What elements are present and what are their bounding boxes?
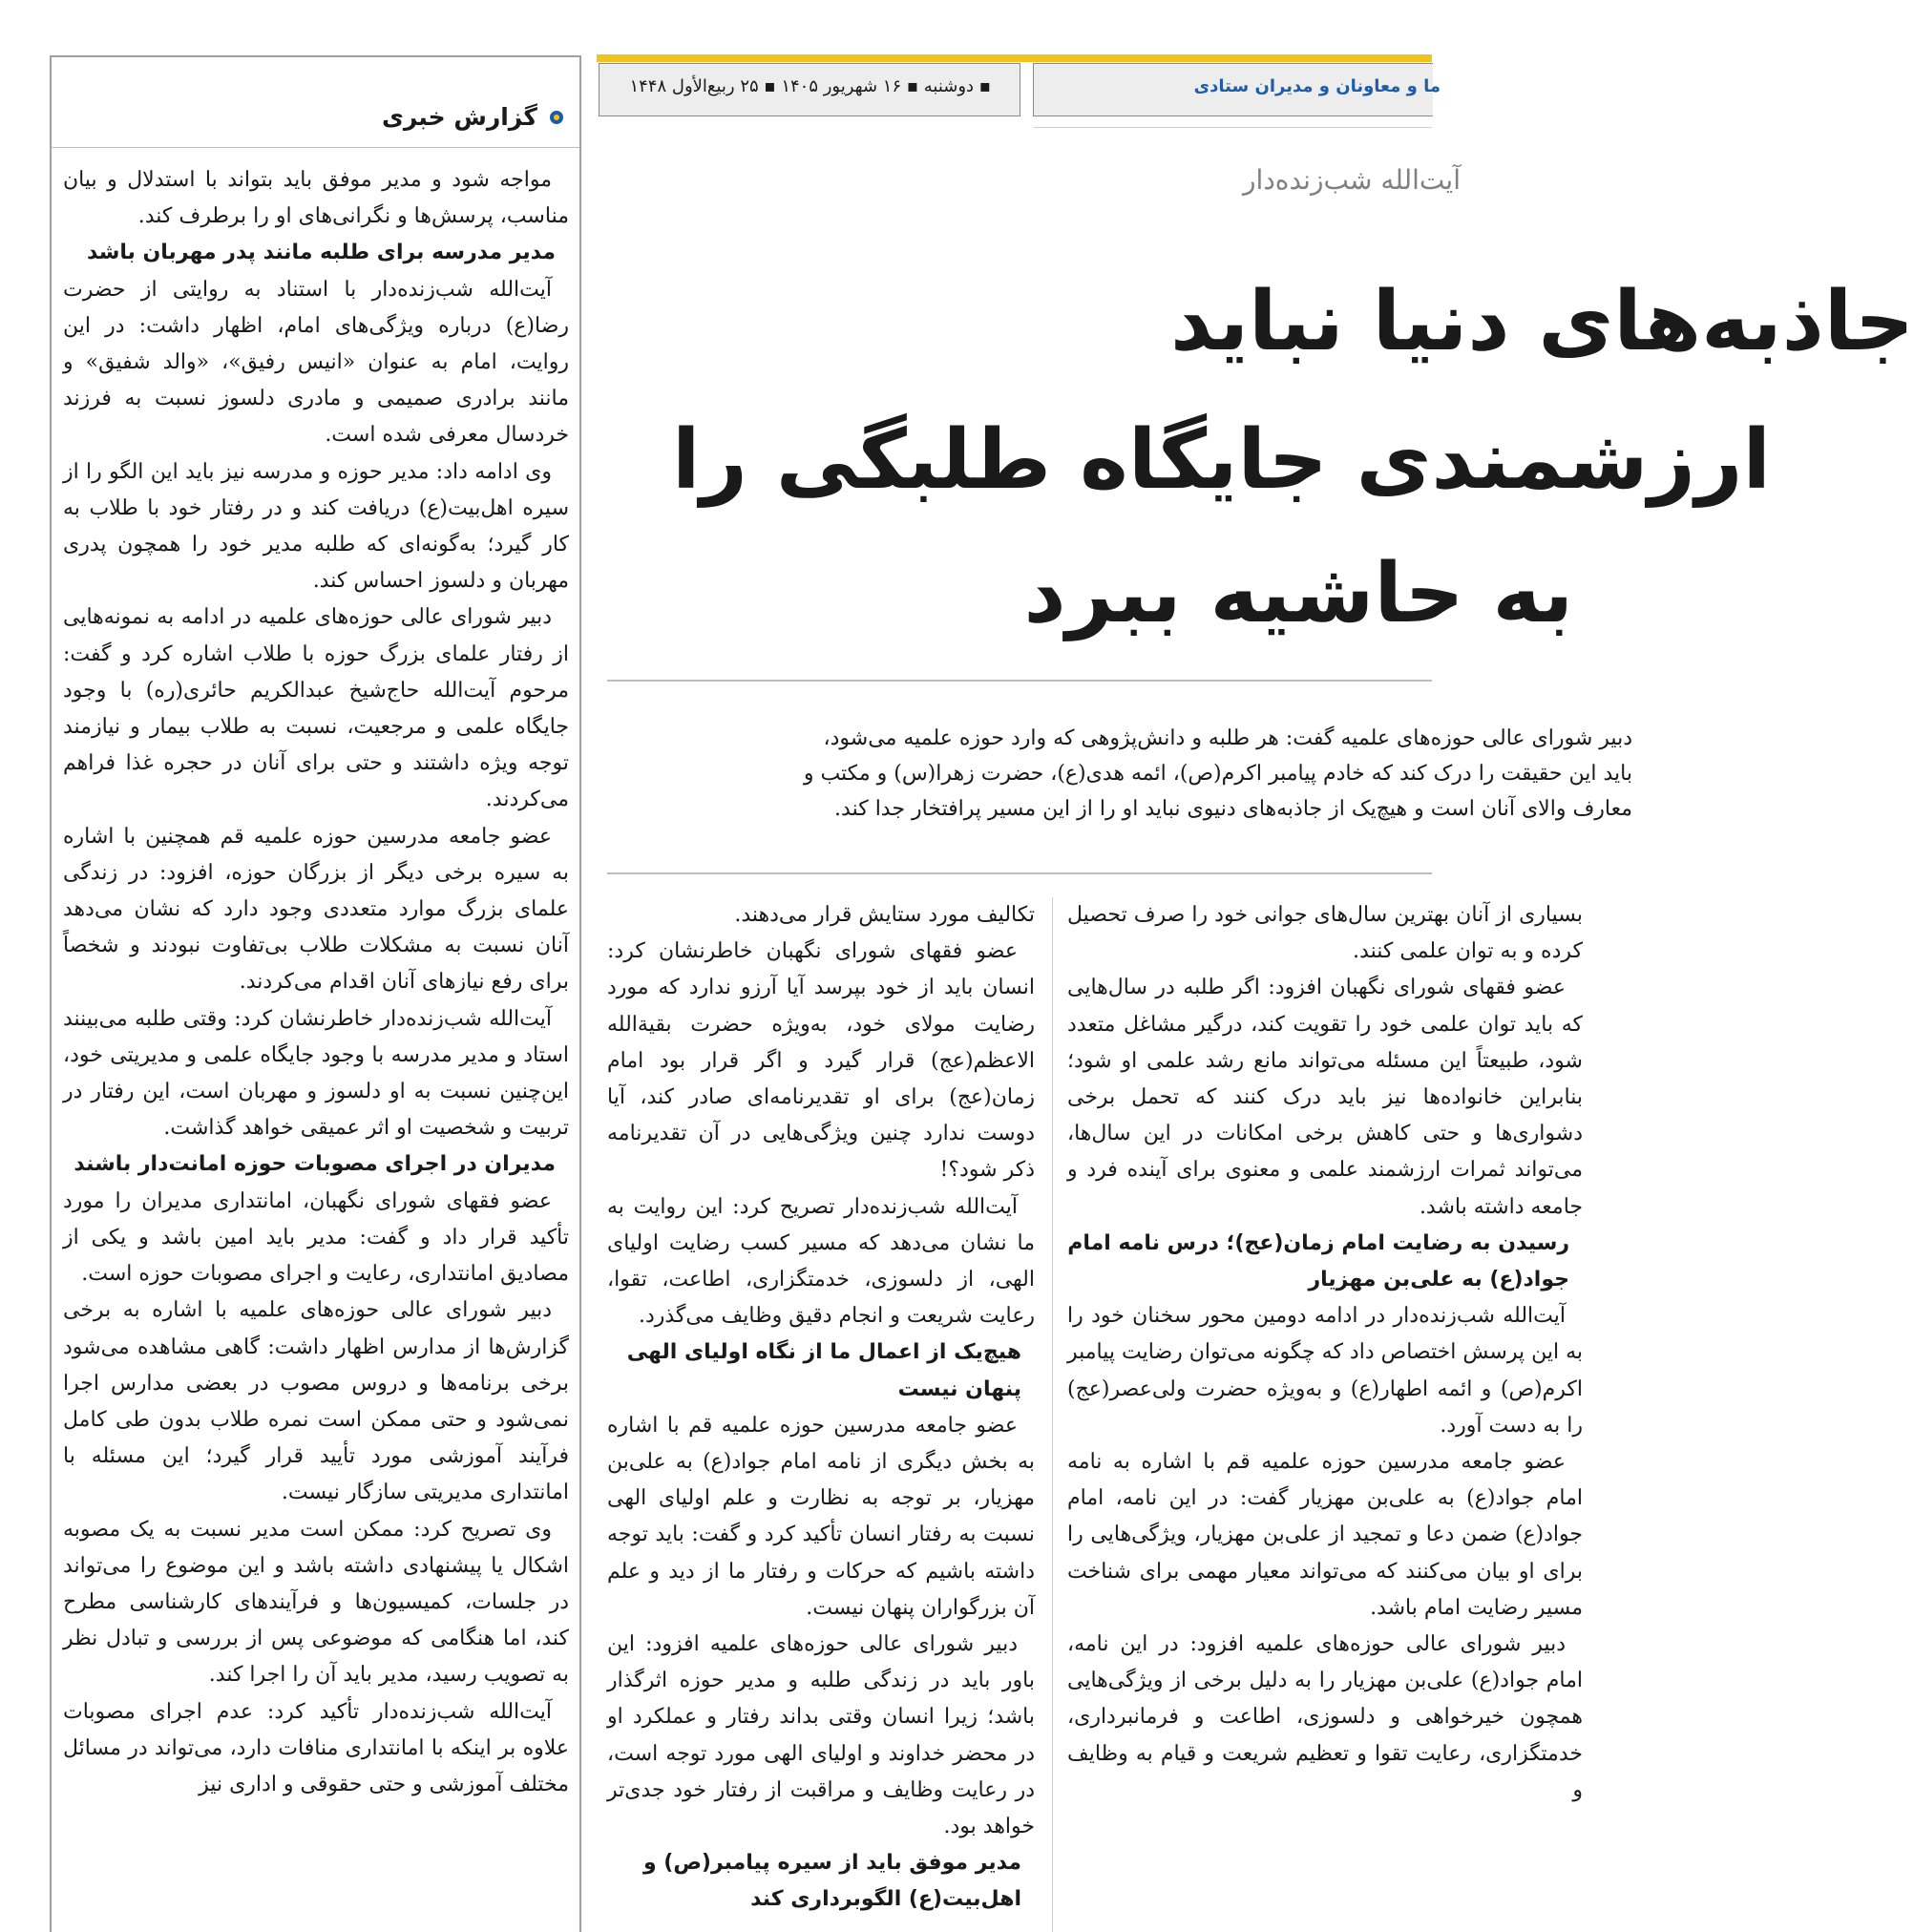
right-article-column (1067, 897, 1583, 1932)
left-box-left-border (50, 55, 52, 1932)
paragraph: مواجه شود و مدیر موفق باید بتواند با استدلال و بیان مناسب، پرسش‌ها و نگرانی‌های او را برطرف کند. (63, 168, 569, 229)
subheading: مدیران در اجرای مصوبات حوزه امانت‌دار باشند (74, 1152, 556, 1177)
lead-line-2: باید این حقیقت را درک کند که خادم پیامبر اکرم(ص)، ائمه هدی(ع)، حضرت زهرا(س) و مکتب و (803, 762, 1632, 786)
section-tab-box (1033, 63, 1441, 116)
paragraph: تکالیف مورد ستایش قرار می‌دهند. (734, 903, 1035, 927)
news-report-title-text: گزارش خبری (381, 103, 537, 131)
bullet-icon (550, 111, 563, 124)
paragraph: وی تصریح کرد: ممکن است مدیر نسبت به یک مصوبه اشکال یا پیشنهادی داشته باشد و این موضوع را می‌تواند در جلسات، کمیسیون‌ها و فرآیندهای کارشناسی مطرح کند، اما هنگامی که موضوعی پس از بررسی و تبادل نظر به تصویب رسید، مدیر باید آن را اجرا کند. (63, 1517, 569, 1688)
paragraph: آیت‌الله شب‌زنده‌دار تأکید کرد: عدم اجرای مصوبات علاوه بر اینکه با امانتداری منافات دارد، می‌تواند در مسائل مختلف آموزشی و حتی حقوقی و اداری نیز (63, 1699, 569, 1796)
paragraph: دبیر شورای عالی حوزه‌های علمیه در ادامه به نمونه‌هایی از رفتار علمای بزرگ حوزه با طلاب اشاره کرد و گفت: مرحوم آیت‌الله حاج‌شیخ عبدالکریم حائری(ره) با وجود جایگاه علمی و مرجعیت، نسبت به طلاب بیمار و نیازمند توجه ویژه داشتند و حتی برای آنان در حجره غذا فراهم می‌کردند. (63, 605, 569, 812)
paragraph: عضو جامعه مدرسین حوزه علمیه قم با اشاره به نامه امام جواد(ع) به علی‌بن مهزیار گفت: در این نامه، امام جواد(ع) ضمن دعا و تمجید از علی‌بن مهزیار، ویژگی‌هایی را برای او بیان می‌کنند که می‌تواند معیار مهمی برای شناخت مسیر رضایت امام باشد. (1067, 1450, 1583, 1620)
paragraph: آیت‌الله شب‌زنده‌دار تصریح کرد: این روایت به ما نشان می‌دهد که مسیر کسب رضایت اولیای الهی، از دلسوزی، خدمتگزاری، اطاعت، تقوا، رعایت شریعت و انجام دقیق وظایف می‌گذرد. (607, 1194, 1035, 1329)
left-article-column (63, 162, 569, 1932)
subheading: هیچ‌یک از اعمال ما از نگاه اولیای الهی پنهان نیست (626, 1340, 1021, 1401)
paragraph: عضو جامعه مدرسین حوزه علمیه قم با اشاره به بخش دیگری از نامه امام جواد(ع) به علی‌بن مهزیار، بر توجه به نظارت و علم اولیای الهی نسبت به رفتار انسان تأکید کرد و گفت: باید توجه داشته باشیم که حرکات و رفتار ما از دید و علم آن بزرگواران پنهان نیست. (607, 1413, 1035, 1620)
headline-divider (607, 680, 1432, 682)
paragraph: عضو فقهای شورای نگهبان افزود: اگر طلبه در سال‌هایی که باید توان علمی خود را تقویت کند، درگیر مشاغل متعدد شود، طبیعتاً این مسئله می‌تواند مانع رشد علمی او شود؛ بنابراین خانواده‌ها نیز باید درک کنند که تحمل برخی دشواری‌ها و حتی کاهش برخی امکانات در این سال‌ها، می‌تواند ثمرات ارزشمند علمی و معنوی برای آینده فرد و جامعه داشته باشد. (1067, 976, 1583, 1219)
paragraph: آیت‌الله شب‌زنده‌دار در ادامه دومین محور سخنان خود را به این پرسش اختصاص داد که چگونه می‌توان رضایت پیامبر اکرم(ص) و ائمه اطهار(ع) و به‌ویژه حضرت ولی‌عصر(عج) را به دست آورد. (1067, 1304, 1583, 1438)
middle-article-column (607, 897, 1035, 1932)
subheading: رسیدن به رضایت امام زمان(عج)؛ درس نامه امام جواد(ع) به علی‌بن مهزیار (1067, 1230, 1569, 1292)
headline-line-3: به حاشیه ببرد (1023, 546, 1573, 641)
lead-line-3: معارف والای آنان است و هیچ‌یک از جاذبه‌های دنیوی نباید او را از این مسیر پرافتخار جدا کند. (834, 797, 1632, 821)
header-accent-bar (597, 54, 1432, 62)
paragraph: آیت‌الله شب‌زنده‌دار خاطرنشان کرد: وقتی طلبه می‌بینند استاد و مدیر مدرسه با وجود جایگاه علمی و مدیریتی خود، این‌چنین نسبت به او دلسوز و مهربان است، این رفتار در تربیت و شخصیت او اثر عمیقی خواهد گذاشت. (63, 1006, 569, 1141)
section-tab-label: ما و معاونان و مدیران ستادی (1193, 76, 1441, 96)
left-box-title-separator (52, 147, 579, 148)
article-headline (671, 262, 1914, 654)
paragraph: عضو جامعه مدرسین حوزه علمیه قم همچنین با اشاره به سیره برخی دیگر از بزرگان حوزه، افزود: در زندگی علمای بزرگ موارد متعددی وجود دارد که نشان می‌دهد آنان نسبت به مشکلات طلاب بی‌تفاوت نبودند و شخصاً برای رفع نیازهای آنان اقدام می‌کردند. (63, 824, 569, 995)
paragraph: بسیاری از آنان بهترین سال‌های جوانی خود را صرف تحصیل کرده و به توان علمی کنند. (1067, 903, 1583, 964)
lead-divider (607, 872, 1432, 874)
paragraph: وی ادامه داد: مدیر حوزه و مدرسه نیز باید این الگو را از سیره اهل‌بیت(ع) دریافت کند و در رفتار خود با طلاب به کار گیرد؛ به‌گونه‌ای که طلبه مدیر خود را همچون پدری مهربان و دلسوز احساس کند. (63, 459, 569, 594)
headline-line-1: جاذبه‌های دنیا نباید (1170, 274, 1914, 369)
paragraph: دبیر شورای عالی حوزه‌های علمیه با اشاره به برخی گزارش‌ها از مدارس اظهار داشت: گاهی مشاهده می‌شود برخی برنامه‌ها و دروس مصوب در بعضی مدارس اجرا نمی‌شود و حتی ممکن است نمره طلاب بدون طی کامل فرآیند آموزشی مورد تأیید قرار گیرد؛ این مسئله با امانتداری مدیریتی سازگار نیست. (63, 1298, 569, 1505)
issue-date: ▪ دوشنبه ▪ ۱۶ شهریور ۱۴۰۵ ▪ ۲۵ ربیع‌الأول ۱۴۴۸ (629, 76, 991, 96)
news-report-title (191, 103, 563, 141)
left-box-top-border (50, 55, 581, 57)
paragraph: آیت‌الله شب‌زنده‌دار با استناد به روایتی از حضرت رضا(ع) درباره ویژگی‌های امام، اظهار داشت: در این روایت، امام به عنوان «انیس رفیق»، «والد شفیق» و مانند برادری صمیمی و مادری دلسوز نسبت به فرزند خردسال معرفی شده است. (63, 277, 569, 448)
article-kicker: آیت‌الله شب‌زنده‌دار (1243, 164, 1461, 196)
subheading: مدیر موفق باید از سیره پیامبر(ص) و اهل‌بیت(ع) الگوبرداری کند (642, 1851, 1021, 1912)
left-box-right-border (579, 55, 581, 1932)
header-underline (1034, 127, 1432, 128)
headline-line-2: ارزشمندی جایگاه طلبگی را (671, 412, 1771, 508)
paragraph: عضو فقهای شورای نگهبان، امانتداری مدیران را مورد تأکید قرار داد و گفت: مدیر باید امین باشد و یکی از مصادیق امانتداری، رعایت و اجرای مصوبات حوزه است. (63, 1188, 569, 1287)
column-divider (1052, 897, 1053, 1932)
paragraph: دبیر شورای عالی حوزه‌های علمیه افزود: این باور باید در زندگی طلبه و مدیر حوزه اثرگذار باشد؛ زیرا انسان وقتی بداند رفتار و عملکرد او در محضر خداوند و اولیای الهی مورد توجه است، در رعایت وظایف و مراقبت از رفتار خود جدی‌تر خواهد بود. (607, 1632, 1035, 1839)
date-box (599, 63, 1020, 116)
paragraph: دبیر شورای عالی حوزه‌های علمیه افزود: در این نامه، امام جواد(ع) علی‌بن مهزیار را به دلیل برخی از ویژگی‌هایی همچون خیرخواهی و دلسوزی، اطاعت و فرمانبرداری، خدمتگزاری، رعایت تقوا و تعظیم شریعت و قیام به وظایف و (1067, 1632, 1583, 1802)
paragraph: عضو فقهای شورای نگهبان خاطرنشان کرد: انسان باید از خود بپرسد آیا آرزو ندارد که مورد رضایت مولای خود، به‌ویژه حضرت بقیةالله الاعظم(عج) قرار گیرد و اگر قرار بود امام زمان(عج) برای او تقدیرنامه‌ای صادر کند، آیا دوست ندارد چنین ویژگی‌هایی در آن تقدیرنامه ذکر شود؟! (607, 939, 1035, 1183)
subheading: مدیر مدرسه برای طلبه مانند پدر مهربان باشد (87, 241, 556, 265)
lead-line-1: دبیر شورای عالی حوزه‌های علمیه گفت: هر طلبه و دانش‌پژوهی که وارد حوزه علمیه می‌شود، (823, 726, 1632, 750)
article-lead (601, 721, 1632, 854)
